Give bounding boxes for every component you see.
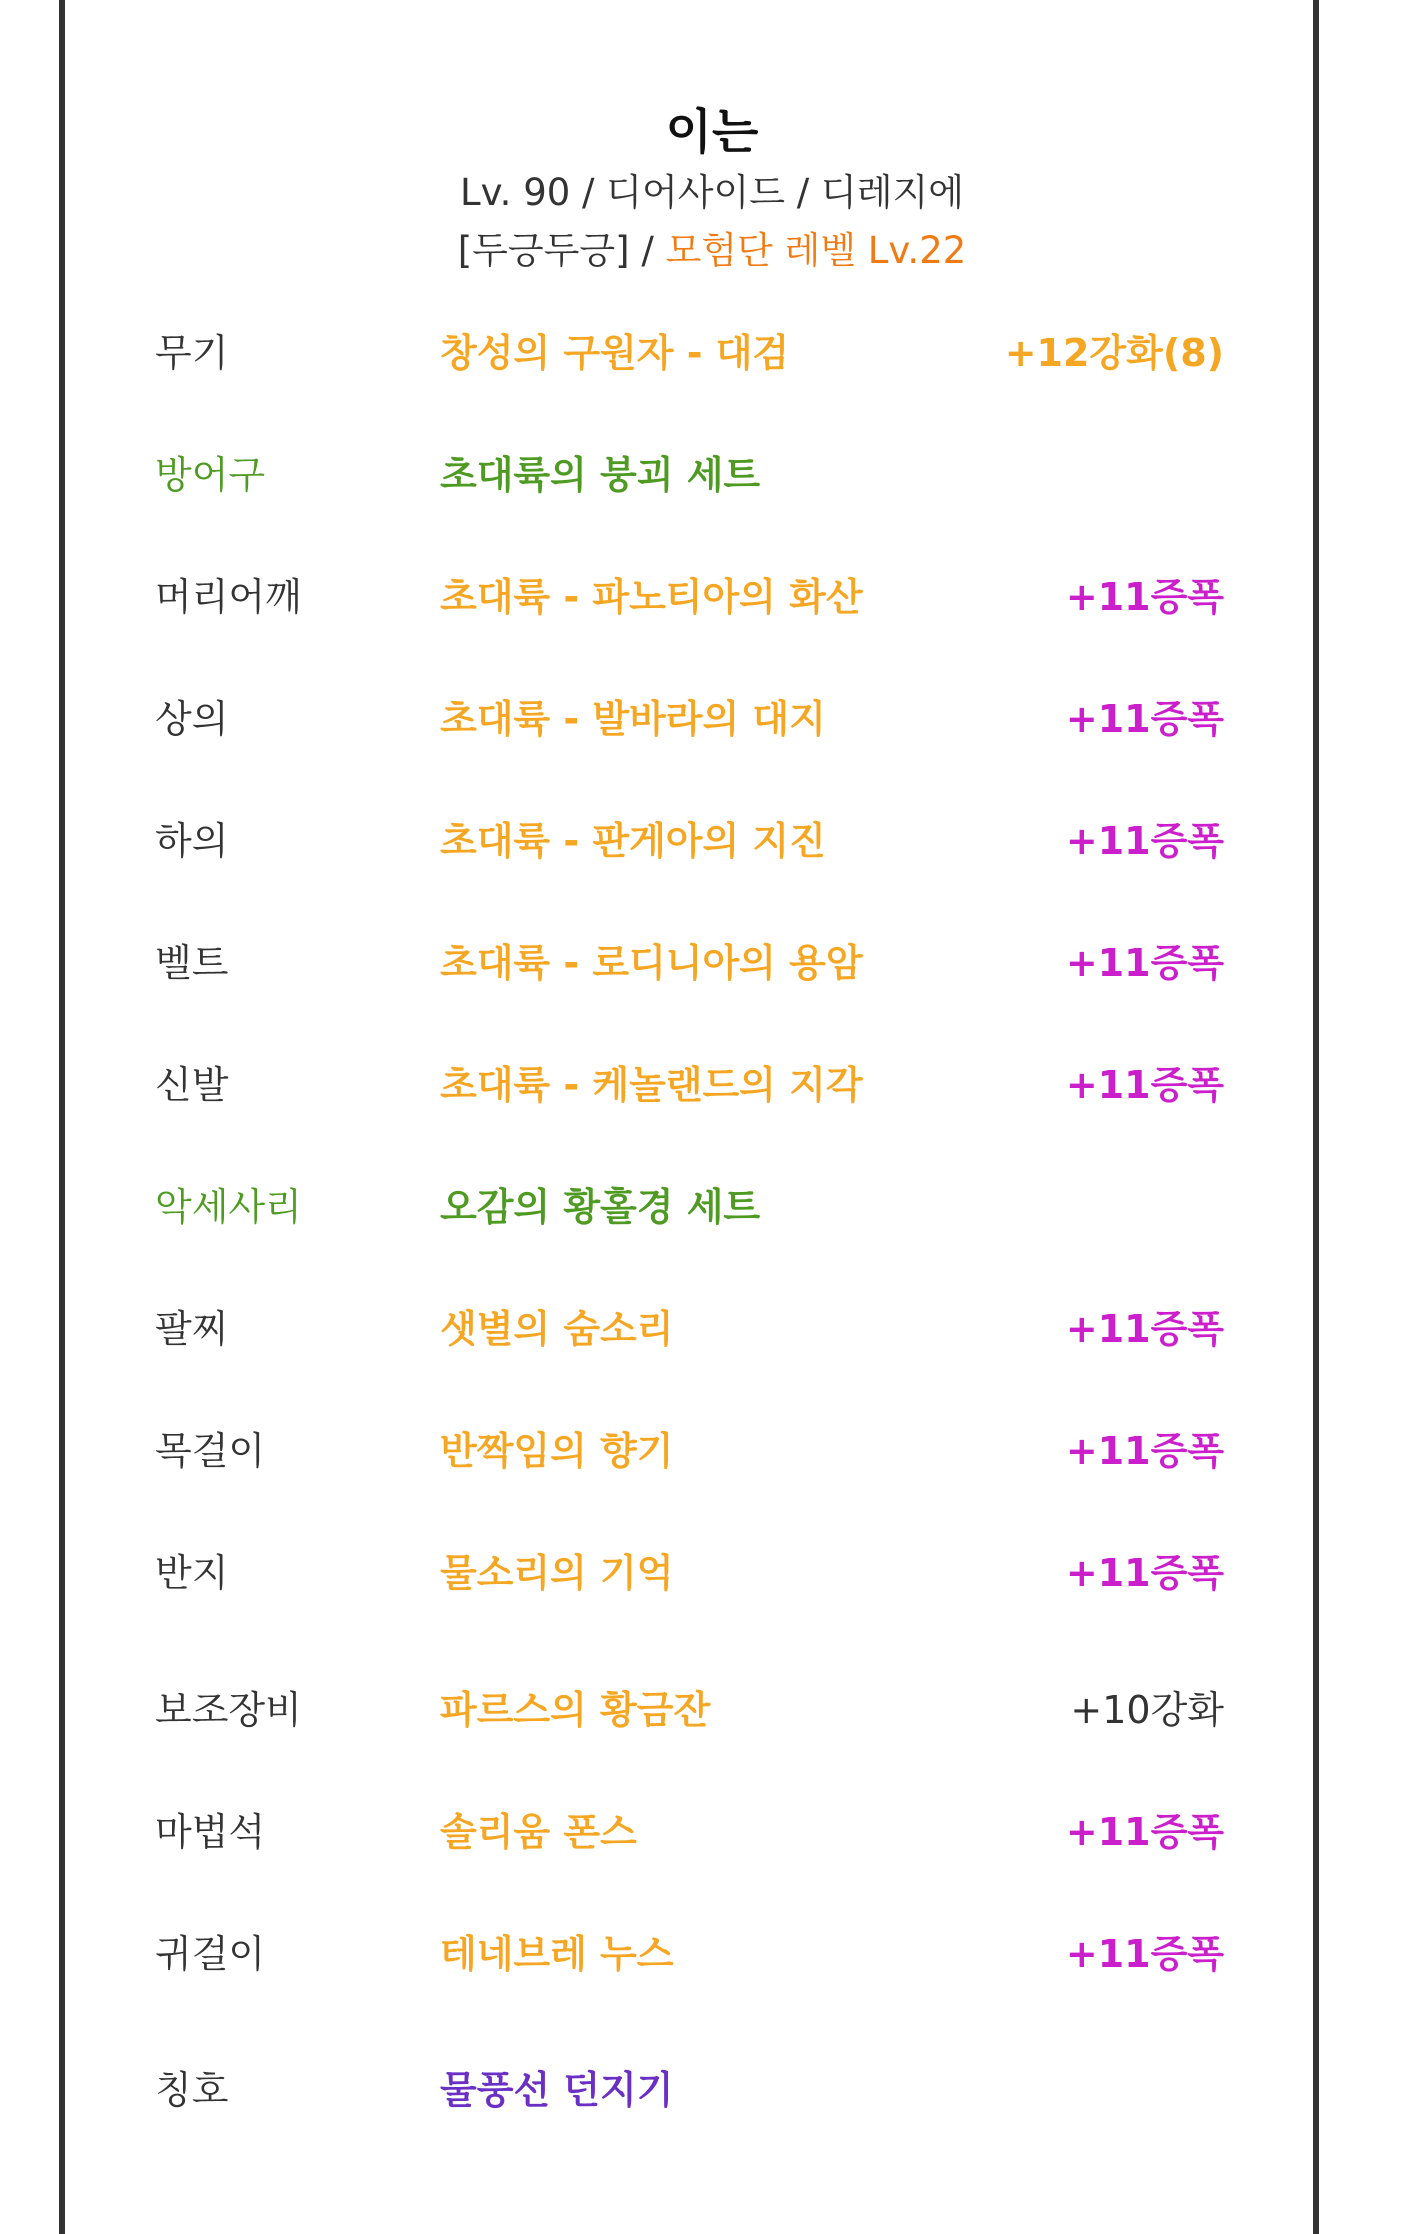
equipment-item-name: 창성의 구원자 - 대검 [440,331,790,375]
equipment-row [0,567,1424,627]
equipment-slot-label: 악세사리 [155,1185,302,1229]
equipment-slot-label: 벨트 [155,941,229,985]
equipment-enhance-value: +11증폭 [1065,1063,1224,1107]
equipment-row [0,811,1424,871]
guild-separator: / [629,229,666,272]
equipment-enhance-value: +11증폭 [1065,941,1224,985]
equipment-item-name: 초대륙 - 로디니아의 용암 [440,941,863,985]
equipment-enhance-value: +11증폭 [1065,1307,1224,1351]
equipment-enhance-value: +11증폭 [1065,1932,1224,1976]
equipment-row [0,1924,1424,1984]
equipment-row [0,1177,1424,1237]
equipment-item-name: 파르스의 황금잔 [440,1688,711,1732]
equipment-slot-label: 하의 [155,819,229,863]
character-header [0,100,1424,280]
equipment-enhance-value: +11증폭 [1065,1551,1224,1595]
equipment-slot-label: 보조장비 [155,1688,302,1732]
equipment-item-name: 초대륙의 붕괴 세트 [440,453,761,497]
equipment-slot-label: 신발 [155,1063,229,1107]
equipment-slot-label: 무기 [155,331,229,375]
equipment-item-name: 초대륙 - 케놀랜드의 지각 [440,1063,863,1107]
equipment-item-name: 초대륙 - 판게아의 지진 [440,819,826,863]
equipment-row [0,1421,1424,1481]
equipment-slot-label: 마법석 [155,1810,266,1854]
equipment-item-name: 초대륙 - 발바라의 대지 [440,697,826,741]
equipment-item-name: 테네브레 누스 [440,1932,674,1976]
guild-line [0,222,1424,280]
equipment-enhance-value: +12강화(8) [1004,331,1224,375]
equipment-slot-label: 목걸이 [155,1429,266,1473]
equipment-enhance-value: +11증폭 [1065,697,1224,741]
equipment-enhance-value: +11증폭 [1065,1810,1224,1854]
equipment-slot-label: 팔찌 [155,1307,229,1351]
equipment-slot-label: 칭호 [155,2068,229,2112]
character-info: Lv. 90 / 디어사이드 / 디레지에 [460,171,964,214]
equipment-item-name: 반짝임의 향기 [440,1429,674,1473]
equipment-item-name: 샛별의 숨소리 [440,1307,674,1351]
equipment-item-name: 솔리움 폰스 [440,1810,637,1854]
equipment-row [0,1802,1424,1862]
equipment-item-name: 물풍선 던지기 [440,2068,674,2112]
equipment-item-name: 오감의 황홀경 세트 [440,1185,761,1229]
equipment-enhance-value: +11증폭 [1065,575,1224,619]
equipment-item-name: 물소리의 기억 [440,1551,674,1595]
equipment-item-name: 초대륙 - 파노티아의 화산 [440,575,863,619]
equipment-row [0,2060,1424,2120]
adventure-level: 모험단 레벨 Lv.22 [665,229,967,272]
guild-name: [두긍두긍] [457,229,630,272]
equipment-slot-label: 반지 [155,1551,229,1595]
equipment-slot-label: 귀걸이 [155,1932,266,1976]
equipment-row [0,1680,1424,1740]
equipment-row [0,689,1424,749]
equipment-row [0,1055,1424,1115]
equipment-enhance-value: +11증폭 [1065,819,1224,863]
equipment-row [0,933,1424,993]
equipment-slot-label: 머리어깨 [155,575,302,619]
character-name: 이는 [665,104,759,160]
equipment-row [0,323,1424,383]
equipment-row [0,445,1424,505]
equipment-row [0,1543,1424,1603]
equipment-row [0,1299,1424,1359]
equipment-enhance-value: +11증폭 [1065,1429,1224,1473]
equipment-slot-label: 상의 [155,697,229,741]
equipment-enhance-value: +10강화 [1070,1688,1224,1732]
equipment-slot-label: 방어구 [155,453,266,497]
